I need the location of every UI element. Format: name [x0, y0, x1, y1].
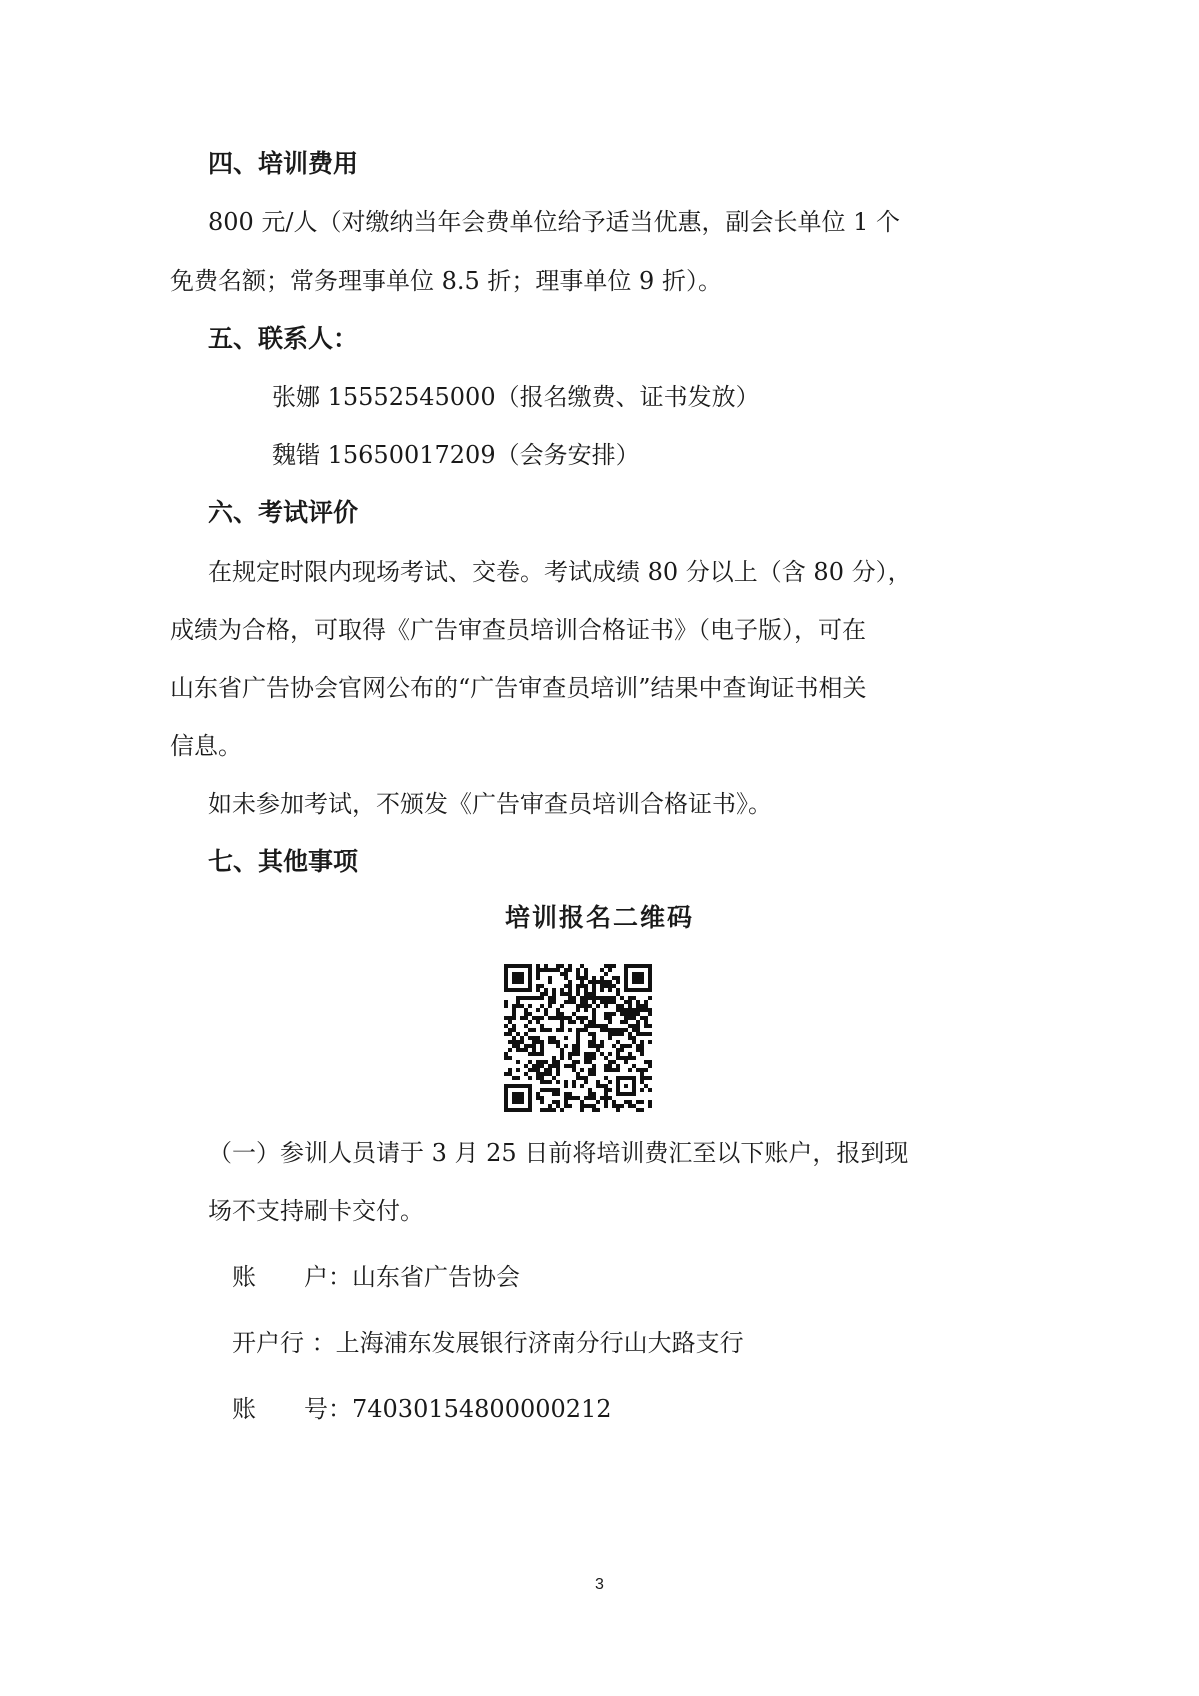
- exam-para-line-3: 山东省广告协会官网公布的“广告审查员培训”结果中查询证书相关: [170, 674, 867, 702]
- contact-line-2: 魏锴 15650017209（会务安排）: [272, 441, 640, 469]
- exam-para-line-1: 在规定时限内现场考试、交卷。考试成绩 80 分以上（含 80 分），: [208, 558, 912, 586]
- registration-qr-code: [504, 964, 652, 1112]
- bank-name: 开户行 ：上海浦东发展银行济南分行山大路支行: [232, 1329, 744, 1357]
- exam-para-line-2: 成绩为合格，可取得《广告审查员培训合格证书》（电子版），可在: [170, 616, 866, 644]
- page-number: 3: [595, 1576, 604, 1593]
- qr-title: 培训报名二维码: [504, 903, 694, 932]
- contact-line-1: 张娜 15552545000（报名缴费、证书发放）: [272, 383, 760, 411]
- fees-line-1: 800 元/人（对缴纳当年会费单位给予适当优惠，副会长单位 1 个: [208, 208, 901, 236]
- other-item-1-line-2: 场不支持刷卡交付。: [208, 1197, 424, 1225]
- other-item-1-line-1: （一）参训人员请于 3 月 25 日前将培训费汇至以下账户，报到现: [208, 1139, 909, 1167]
- exam-para-line-4: 信息。: [170, 732, 242, 760]
- section-heading-other: 七、其他事项: [208, 847, 359, 876]
- account-name: 账 户：山东省广告协会: [232, 1263, 520, 1291]
- fees-line-2: 免费名额；常务理事单位 8.5 折；理事单位 9 折）。: [170, 267, 722, 295]
- section-heading-contacts: 五、联系人：: [208, 324, 359, 353]
- exam-para-2: 如未参加考试，不颁发《广告审查员培训合格证书》。: [208, 790, 772, 818]
- section-heading-exam: 六、考试评价: [208, 498, 359, 527]
- section-heading-fees: 四、培训费用: [208, 149, 359, 178]
- account-number: 账 号：74030154800000212: [232, 1395, 612, 1423]
